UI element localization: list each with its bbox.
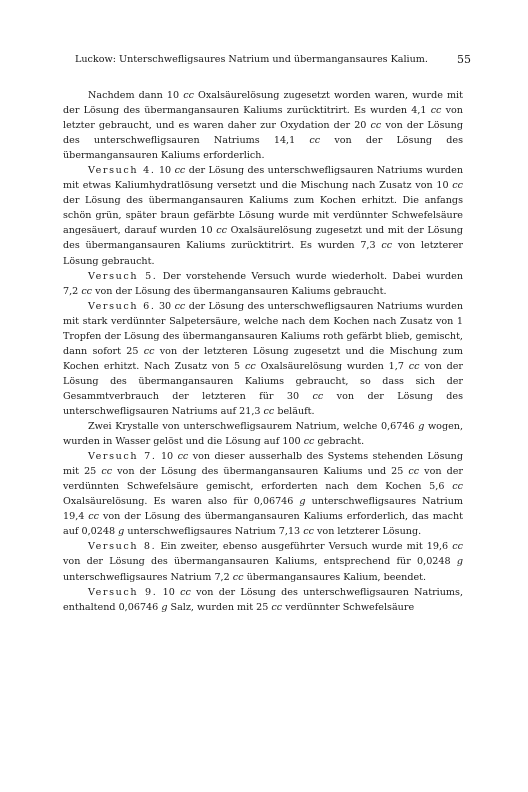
paragraph-versuch-5: Versuch 5. Der vorstehende Versuch wurde wiederholt. Dabei wurden 7,2 cc von der Lösung des übermangansauren Kaliums gebraucht.	[63, 270, 464, 297]
unit-cc: cc	[303, 436, 315, 448]
unit-cc: cc	[183, 90, 194, 101]
experiment-heading: Versuch 7.	[88, 451, 157, 463]
unit-cc: cc	[271, 601, 283, 613]
unit-g: g	[418, 421, 425, 433]
unit-cc: cc	[370, 120, 382, 132]
unit-cc: cc	[180, 586, 191, 598]
unit-cc: cc	[430, 105, 442, 117]
running-title: Luckow: Unterschwefligsaures Natrium und übermangansaures Kalium.	[75, 54, 428, 65]
paragraph-versuch-7: Versuch 7. 10 cc von dieser ausserhalb des Systems stehenden Lösung mit 25 cc von der Lösung des übermangansauren Kaliums und 25 cc von der verdünnten Schwefelsäure gemischt, erforderten nach dem Kochen 5,6 cc Oxalsäurelösung. Es waren also für 0,06746 g unterschwefligsaures Natrium 19,4 cc von der Lösung des übermangansauren Kaliums erforderlich, das macht auf 0,0248 g unterschwefligsaures Natrium 7,13 cc von letzterer Lösung.	[63, 451, 463, 538]
experiment-heading: Versuch 8.	[88, 541, 157, 553]
unit-cc: cc	[81, 285, 93, 297]
unit-cc: cc	[101, 466, 113, 478]
unit-g: g	[299, 496, 306, 508]
unit-cc: cc	[381, 240, 393, 252]
paragraph-nachdem: Nachdem dann 10 cc Oxalsäurelösung zugesetzt worden waren, wurde mit der Lösung des übermangansauren Kaliums zurücktitrirt. Es wurden 4,1 cc von letzter gebraucht, und es waren daher zur Oxydation der 20 cc von der Lösung des unterschwefligsauren Natriums 14,1 cc von der Lösung des übermangansauren Kaliums erforderlich.	[63, 90, 464, 162]
paragraph-versuch-6: Versuch 6. 30 cc der Lösung des unterschwefligsauren Natriums wurden mit stark verdünnter Salpetersäure, welche nach dem Kochen nach Zusatz von 1 Tropfen der Lösung des übermangansauren Kaliums roth gefärbt blieb, gemischt, dann sofort 25 cc von der letzteren Lösung zugesetzt und die Mischung zum Kochen erhitzt. Nach Zusatz von 5 cc Oxalsäurelösung wurden 1,7 cc von der Lösung des übermangansauren Kaliums gebraucht, so dass sich der Gesammtverbrauch der letzteren für 30 cc von der Lösung des unterschwefligsauren Natriums auf 21,3 cc beläuft.	[63, 300, 463, 417]
unit-cc: cc	[452, 481, 463, 493]
experiment-heading: Versuch 9.	[88, 586, 158, 598]
unit-g: g	[456, 556, 463, 568]
unit-cc: cc	[408, 466, 420, 478]
body-text	[63, 88, 463, 615]
paragraph-versuch-9: Versuch 9. 10 cc von der Lösung des unterschwefligsauren Natriums, enthaltend 0,06746 g Salz, wurden mit 25 cc verdünnter Schwefelsäure	[63, 586, 463, 613]
unit-g: g	[118, 526, 125, 538]
unit-cc: cc	[312, 390, 324, 402]
paragraph-versuch-4: Versuch 4. 10 cc der Lösung des unterschwefligsauren Natriums wurden mit etwas Kaliumhydratlösung versetzt und die Mischung nach Zusatz von 10 cc der Lösung des übermangansauren Kaliums zum Kochen erhitzt. Die anfangs schön grün, später braun gefärbte Lösung wurde mit verdünnter Schwefelsäure angesäuert, darauf wurden 10 cc Oxalsäurelösung zugesetzt und mit der Lösung des übermangansauren Kaliums zurücktitrirt. Es wurden 7,3 cc von letzterer Lösung gebraucht.	[63, 165, 463, 267]
experiment-heading: Versuch 5.	[88, 270, 158, 282]
unit-cc: cc	[408, 360, 420, 372]
unit-cc: cc	[303, 526, 314, 538]
unit-cc: cc	[263, 405, 275, 417]
unit-cc: cc	[174, 300, 186, 312]
unit-cc: cc	[177, 451, 189, 463]
unit-cc: cc	[174, 165, 186, 177]
unit-g: g	[161, 601, 168, 613]
experiment-heading: Versuch 4.	[88, 165, 156, 177]
unit-cc: cc	[309, 135, 321, 147]
paragraph-versuch-8: Versuch 8. Ein zweiter, ebenso ausgeführter Versuch wurde mit 19,6 cc von der Lösung des übermangansauren Kaliums, entsprechend für 0,0248 g unterschwefligsaures Natrium 7,2 cc übermangansaures Kalium, beendet.	[63, 541, 463, 583]
unit-cc: cc	[143, 345, 155, 357]
paragraph-krystalle: Zwei Krystalle von unterschwefligsaurem Natrium, welche 0,6746 g wogen, wurden in Wasser gelöst und die Lösung auf 100 cc gebracht.	[63, 421, 464, 448]
unit-cc: cc	[452, 180, 463, 192]
page-number: 55	[457, 53, 471, 66]
unit-cc: cc	[216, 225, 227, 237]
unit-cc: cc	[88, 511, 100, 523]
experiment-heading: Versuch 6.	[88, 300, 156, 312]
unit-cc: cc	[232, 571, 244, 583]
unit-cc: cc	[245, 360, 256, 372]
unit-cc: cc	[452, 541, 463, 553]
